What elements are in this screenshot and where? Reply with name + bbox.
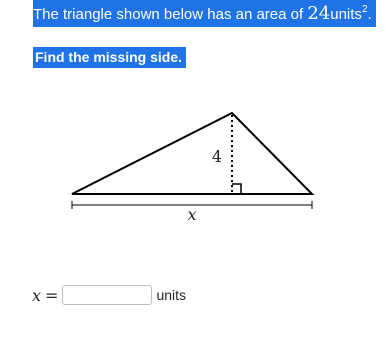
base-label: x xyxy=(187,205,197,224)
height-label: 4 xyxy=(211,147,222,166)
area-units-exponent: 2 xyxy=(361,4,368,15)
instruction-text: Find the missing side. xyxy=(33,47,186,68)
right-angle-marker xyxy=(232,184,241,193)
answer-input[interactable] xyxy=(62,285,152,305)
answer-row xyxy=(32,284,186,306)
answer-units-label: units xyxy=(156,287,187,303)
answer-variable: x xyxy=(32,285,42,305)
prompt-period: . xyxy=(367,6,372,23)
equals-sign: = xyxy=(45,285,59,305)
prompt-text: The triangle shown below has an area of xyxy=(33,6,308,23)
area-units: units xyxy=(330,6,362,23)
triangle-shape xyxy=(72,113,312,194)
area-value: 24 xyxy=(307,3,331,24)
